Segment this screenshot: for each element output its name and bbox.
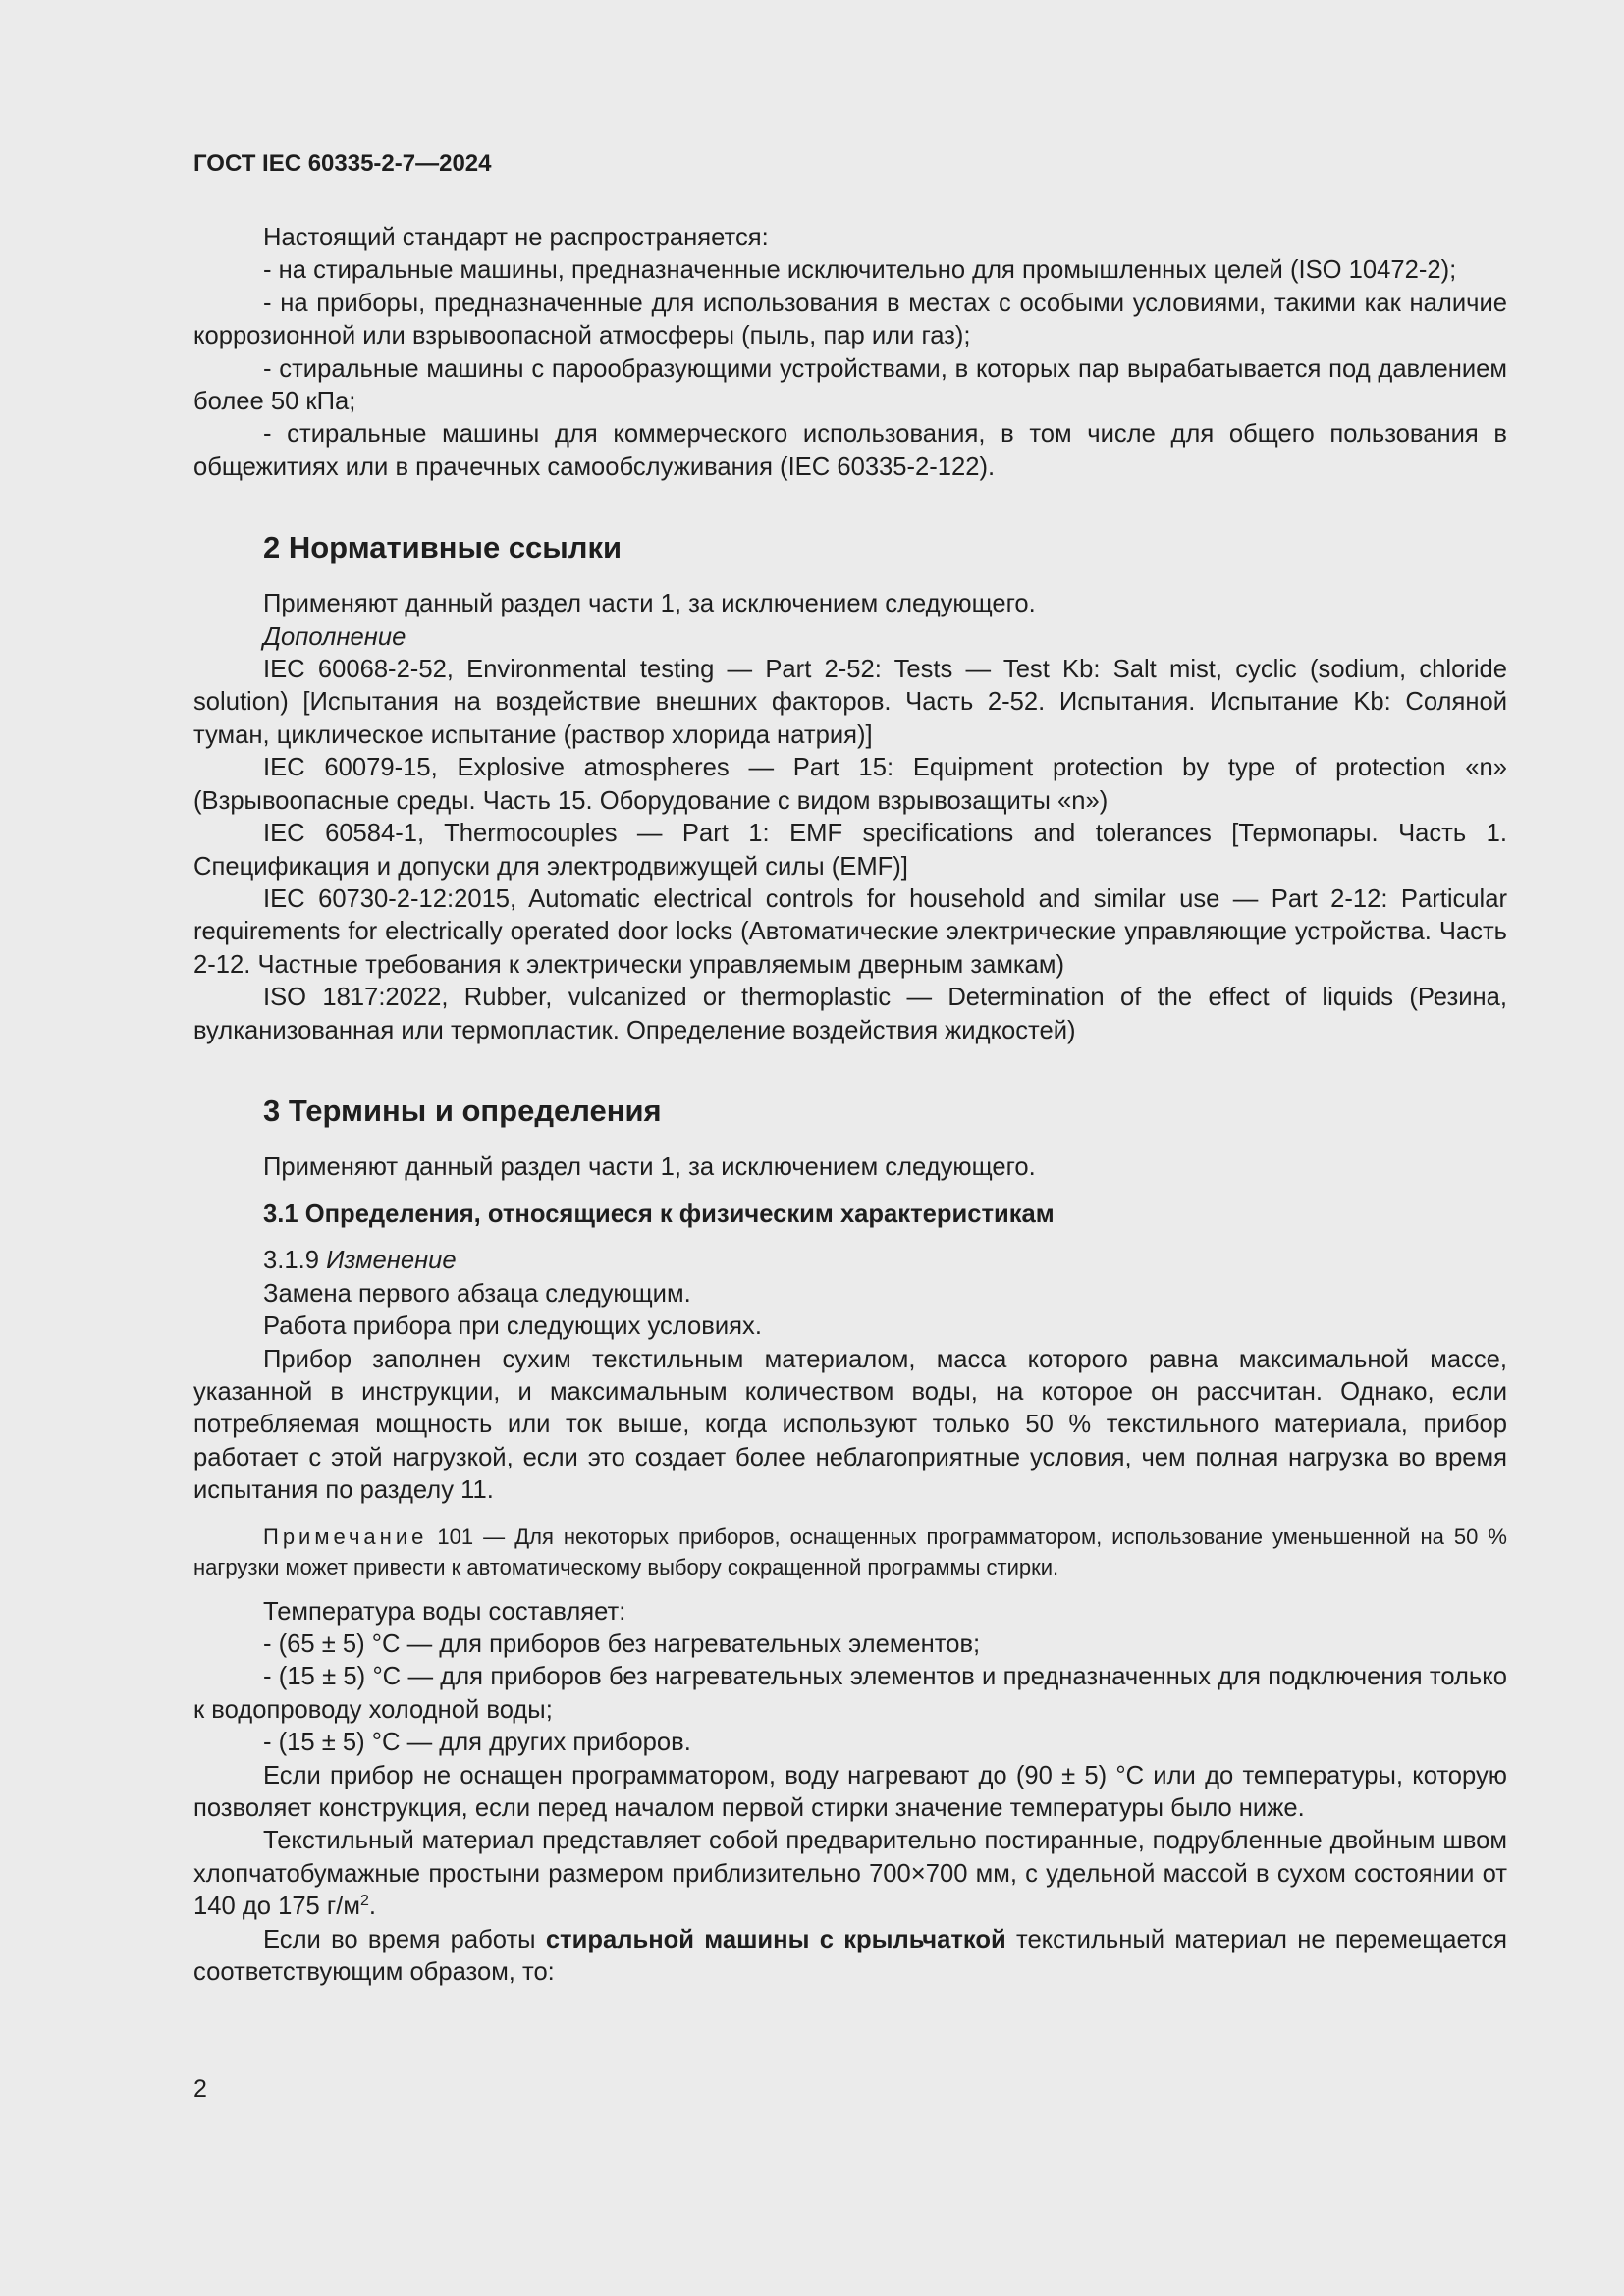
temperature-intro: Температура воды составляет: bbox=[263, 1597, 626, 1626]
clause-label: Изменение bbox=[326, 1247, 457, 1275]
standard-header: ГОСТ IEC 60335-2-7—2024 bbox=[193, 150, 492, 177]
clause-paragraph: Если прибор не оснащен программатором, воду нагревают до (90 ± 5) °C или до температуры, которую позволяет конструкция, если перед началом первой стирки значение температуры было ниже. bbox=[193, 1761, 1507, 1823]
clause-paragraph: Работа прибора при следующих условиях. bbox=[263, 1312, 762, 1341]
note-text: 101 — Для некоторых приборов, оснащенных программатором, использование уменьшенной на 50 % нагрузки может привести к автоматическому выбору сокращенной программы стирки. bbox=[193, 1523, 1507, 1579]
section-3-intro: Применяют данный раздел части 1, за исключением следующего. bbox=[263, 1152, 1036, 1181]
scope-item: - на приборы, предназначенные для использования в местах с особыми условиями, такими как наличие коррозионной или взрывоопасной атмосферы (пыль, пар или газ); bbox=[193, 289, 1507, 350]
textile-end: . bbox=[368, 1893, 376, 1921]
clause-paragraph: Прибор заполнен сухим текстильным материалом, масса которого равна максимальной массе, указанной в инструкции, и максимальным количеством воды, на которое он рассчитан. Однако, если потребляемая мощность или ток выше, когда используют только 50 % текстильного материала, прибор работает с этой нагрузкой, если это создает более неблагоприятные условия, чем полная нагрузка во время испытания по разделу 11. bbox=[193, 1345, 1507, 1505]
section-2-heading: 2 Нормативные ссылки bbox=[263, 530, 623, 565]
scope-item: - на стиральные машины, предназначенные исключительно для промышленных целей (ISO 10472-2); bbox=[263, 256, 1457, 285]
reference-item: IEC 60079-15, Explosive atmospheres — Part 15: Equipment protection by type of protection «n» (Взрывоопасные среды. Часть 15. Оборудование с видом взрывозащиты «n») bbox=[193, 754, 1507, 815]
agitator-text-before: Если во время работы bbox=[263, 1925, 546, 1953]
temperature-item: - (65 ± 5) °C — для приборов без нагревательных элементов; bbox=[263, 1630, 981, 1658]
temperature-item: - (15 ± 5) °C — для других приборов. bbox=[263, 1729, 691, 1757]
textile-paragraph bbox=[193, 1825, 1507, 1923]
scope-item: - стиральные машины для коммерческого использования, в том числе для общего пользования в общежитиях или в прачечных самообслуживания (IEC 60335-2-122). bbox=[193, 420, 1507, 481]
document-page bbox=[193, 147, 1507, 1989]
clause-paragraph: Замена первого абзаца следующим. bbox=[263, 1279, 691, 1308]
clause-number: 3.1.9 bbox=[263, 1247, 319, 1275]
agitator-paragraph bbox=[193, 1924, 1507, 1990]
scope-block bbox=[193, 222, 1507, 484]
subsection-heading bbox=[193, 1198, 1507, 1231]
scope-item: - стиральные машины с парообразующими устройствами, в которых пар вырабатывается под давлением более 50 кПа; bbox=[193, 354, 1507, 416]
clause-title bbox=[193, 1245, 1507, 1277]
addition-label bbox=[193, 621, 1507, 654]
section-2-intro: Применяют данный раздел части 1, за исключением следующего. bbox=[263, 590, 1036, 618]
note bbox=[193, 1522, 1507, 1582]
reference-item: IEC 60584-1, Thermocouples — Part 1: EMF specifications and tolerances [Термопары. Часть 1. Спецификация и допуски для электродвижущей силы (EMF)] bbox=[193, 820, 1507, 881]
reference-item: IEC 60068-2-52, Environmental testing — Part 2-52: Tests — Test Kb: Salt mist, cyclic (sodium, chloride solution) [Испытания на воздействие внешних факторов. Часть 2-52. Испытания. Испытание Kb: Соляной туман, циклическое испытание (раствор хлорида натрия)] bbox=[193, 656, 1507, 749]
note-label: Примечание bbox=[263, 1523, 428, 1549]
textile-superscript: 2 bbox=[359, 1893, 369, 1910]
scope-intro: Настоящий стандарт не распространяется: bbox=[263, 224, 769, 251]
subsection-heading-text: 3.1 Определения, относящиеся к физическим характеристикам bbox=[263, 1201, 1055, 1229]
agitator-text-after: текстильный материал не перемещается соответствующим образом, то: bbox=[193, 1925, 1508, 1987]
section-3 bbox=[193, 1091, 1507, 1990]
textile-text: Текстильный материал представляет собой предварительно постиранные, подрубленные двойным швом хлопчатобумажные простыни размером приблизительно 700×700 мм, с удельной массой в сухом состоянии от 140 до 175 г/м bbox=[193, 1827, 1507, 1921]
agitator-term: стиральной машины с крыльчаткой bbox=[545, 1925, 1006, 1953]
section-3-heading: 3 Термины и определения bbox=[263, 1093, 662, 1128]
reference-item: IEC 60730-2-12:2015, Automatic electrical controls for household and similar use — Part 2-12: Particular requirements for electrically operated door locks (Автоматические электрические управляющие устройства. Часть 2-12. Частные требования к электрически управляемым дверным замкам) bbox=[193, 884, 1507, 979]
reference-item: ISO 1817:2022, Rubber, vulcanized or thermoplastic — Determination of the effect of liquids (Резина, вулканизованная или термопластик. Определение воздействия жидкостей) bbox=[193, 984, 1507, 1044]
section-2 bbox=[193, 527, 1507, 1047]
temperature-item: - (15 ± 5) °C — для приборов без нагревательных элементов и предназначенных для подключения только к водопроводу холодной воды; bbox=[193, 1663, 1507, 1724]
addition-label-text: Дополнение bbox=[263, 622, 406, 651]
page-number: 2 bbox=[193, 2075, 207, 2103]
